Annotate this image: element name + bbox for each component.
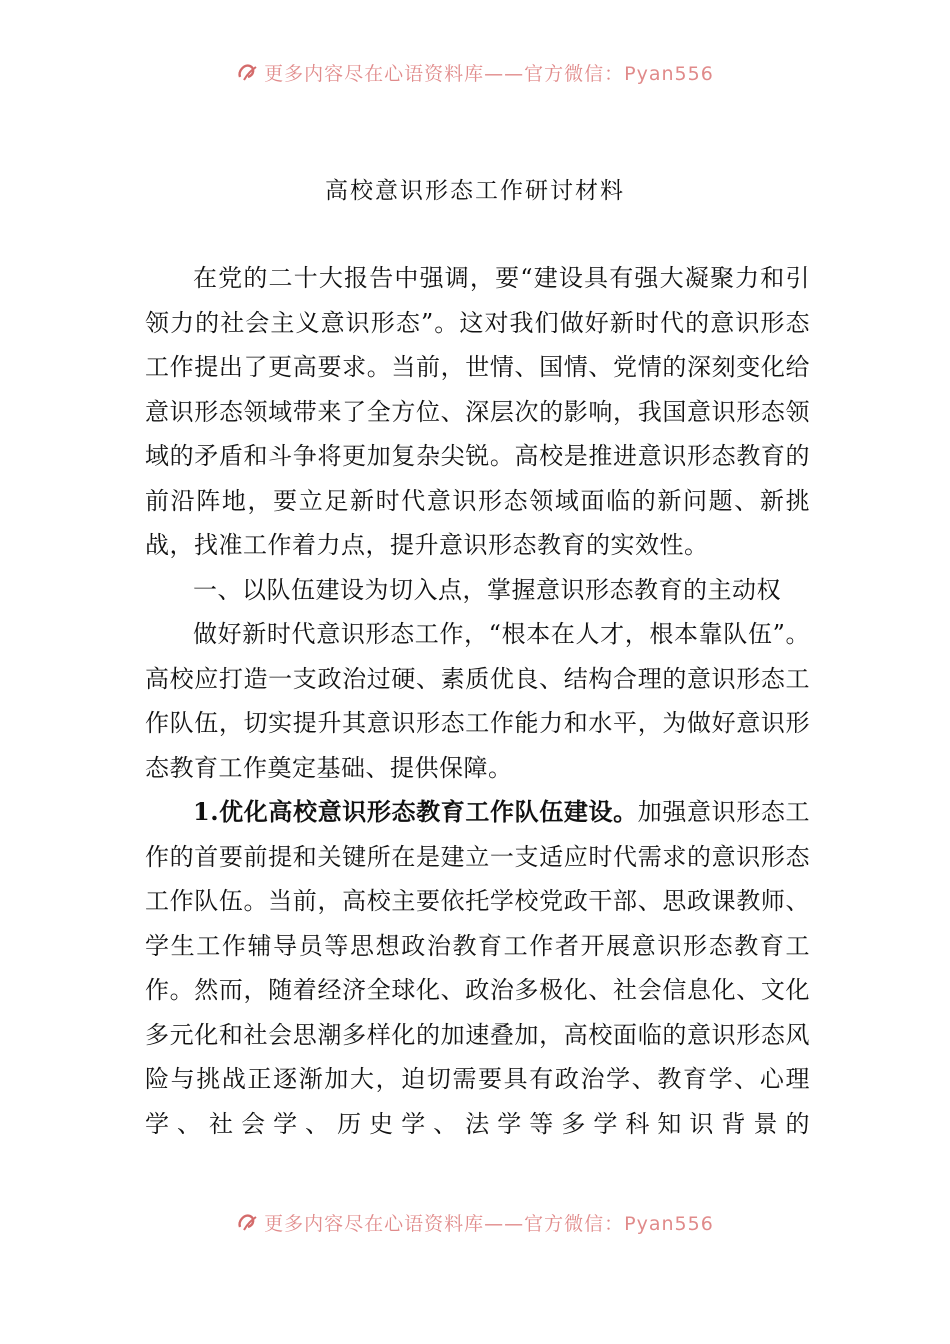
section-paragraph-1: 做好新时代意识形态工作，“根本在人才，根本靠队伍”。高校应打造一支政治过硬、素质优良、结构合理的意识形态工作队伍，切实提升其意识形态工作能力和水平，为做好意识形态教育工作奠定基础、提供保障。 (145, 620, 810, 782)
document-body (145, 256, 810, 1146)
watermark-text: 更多内容尽在心语资料库——官方微信：Pyan556 (264, 62, 714, 85)
subsection-heading-1: 1.优化高校意识形态教育工作队伍建设。 (193, 797, 638, 826)
brand-logo-icon (236, 1211, 258, 1233)
brand-logo-icon (236, 61, 258, 83)
subsection-body-1: 加强意识形态工作的首要前提和关键所在是建立一支适应时代需求的意识形态工作队伍。当前，高校主要依托学校党政干部、思政课教师、学生工作辅导员等思想政治教育工作者开展意识形态教育工作。然而，随着经济全球化、政治多极化、社会信息化、文化多元化和社会思潮多样化的加速叠加，高校面临的意识形态风险与挑战正逐渐加大，迫切需要具有政治学、教育学、心理学、社会学、历史学、法学等多学科知识背景的 (145, 798, 810, 1138)
section-heading-1: 一、以队伍建设为切入点，掌握意识形态教育的主动权 (193, 575, 781, 604)
intro-paragraph: 在党的二十大报告中强调，要“建设具有强大凝聚力和引领力的社会主义意识形态”。这对我们做好新时代的意识形态工作提出了更高要求。当前，世情、国情、党情的深刻变化给意识形态领域带来了全方位、深层次的影响，我国意识形态领域的矛盾和斗争将更加复杂尖锐。高校是推进意识形态教育的前沿阵地，要立足新时代意识形态领域面临的新问题、新挑战，找准工作着力点，提升意识形态教育的实效性。 (145, 264, 810, 559)
watermark-text: 更多内容尽在心语资料库——官方微信：Pyan556 (264, 1212, 714, 1235)
subsection-paragraph-1 (145, 790, 810, 1146)
watermark-bottom (0, 1202, 950, 1242)
watermark-top (0, 52, 950, 92)
document-title: 高校意识形态工作研讨材料 (325, 178, 625, 204)
